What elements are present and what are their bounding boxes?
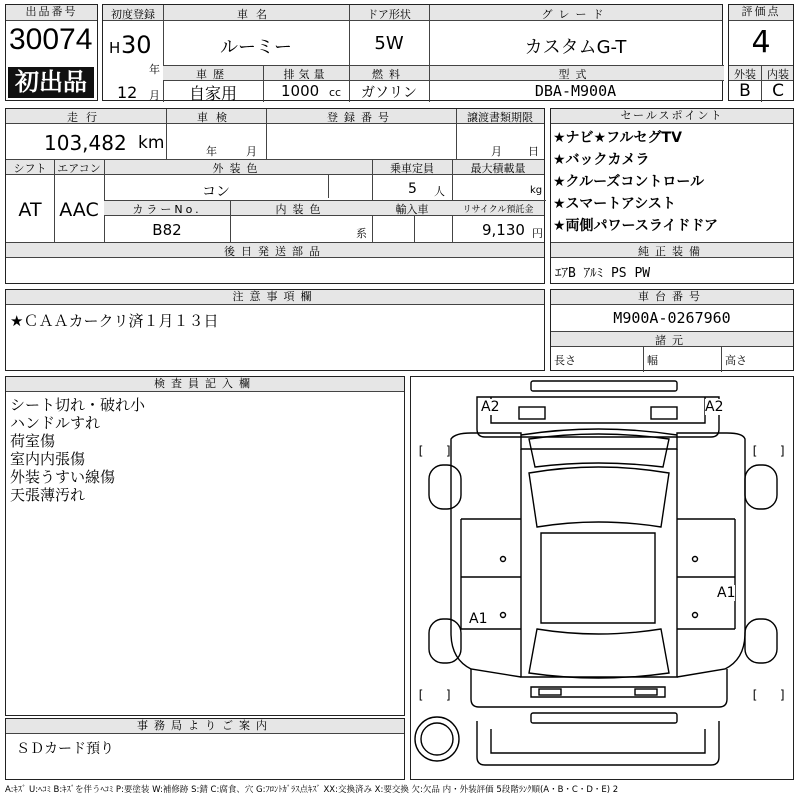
door-type: 5W — [374, 33, 404, 54]
car-diagram — [411, 377, 793, 779]
max-load-label: 最大積載量 — [470, 162, 526, 175]
history: 自家用 — [188, 84, 237, 103]
sales-point-item: ★スマートアシスト — [553, 196, 676, 212]
ext-color: コン — [202, 184, 230, 200]
km-unit: km — [138, 133, 165, 153]
grade: カスタムG-T — [524, 37, 627, 58]
door-label: ドア形状 — [367, 8, 411, 21]
color-no-label: カラーNo. — [132, 203, 202, 216]
width-label: 幅 — [647, 354, 658, 367]
reg-no-label: 登録番号 — [327, 111, 395, 124]
first-listing-badge: 初出品 — [8, 67, 94, 98]
interior-grade: C — [772, 81, 784, 101]
notes-label: 注意事項欄 — [6, 290, 544, 305]
fuel: ガソリン — [361, 85, 417, 101]
height-label: 高さ — [725, 354, 747, 367]
details-box — [5, 108, 545, 284]
sales-points-box — [550, 108, 794, 284]
office-text: ＳＤカード預り — [16, 741, 114, 757]
svg-text:]: ] — [779, 444, 787, 458]
inspection-month-unit: 月 — [246, 145, 257, 158]
inspection-label: 車検 — [197, 111, 235, 124]
score-label: 評価点 — [729, 5, 793, 21]
recycle-fee: 9,130 — [482, 221, 525, 239]
vehicle-info-box — [102, 4, 723, 101]
equipment-label: 純正装備 — [551, 243, 793, 258]
score-box — [728, 4, 794, 101]
lot-number: 30074 — [9, 23, 93, 56]
notes-text: ★ＣＡＡカークリ済１月１３日 — [10, 312, 219, 330]
damage-mark: A2 — [705, 399, 724, 415]
lot-box — [5, 4, 98, 101]
later-parts-label: 後日発送部品 — [224, 245, 326, 258]
sales-point-item: ★両側パワースライドドア — [553, 218, 719, 234]
chassis-box — [550, 289, 794, 371]
damage-mark: A1 — [717, 585, 736, 601]
cc-unit: cc — [329, 86, 342, 99]
year-unit: 年 — [149, 63, 160, 76]
svg-text:]: ] — [779, 688, 787, 702]
length-label: 長さ — [554, 354, 576, 367]
exterior-grade: B — [739, 81, 751, 101]
kg-unit: kg — [530, 185, 543, 196]
inspector-line: 天張薄汚れ — [10, 486, 86, 504]
transfer-day-unit: 日 — [528, 145, 539, 158]
inspector-line: 荷室傷 — [10, 432, 56, 450]
lot-label: 出品番号 — [6, 5, 97, 21]
car-diagram-box — [410, 376, 794, 780]
damage-legend: A:ｷｽﾞ U:ﾍｺﾐ B:ｷｽﾞを伴うﾍｺﾐ P:要塗装 W:補修跡 S:錆 C:腐食、穴 G:ﾌﾛﾝﾄｶﾞﾗｽ点ｷｽﾞ XX:交換済み X:要交換 欠:欠品 内・外装評価 5段階ﾗﾝｸ順(A・B・C・D・E) 2 — [5, 785, 619, 795]
displacement-label: 排気量 — [283, 68, 329, 81]
exterior-label: 外装 — [734, 68, 756, 81]
inspector-line: ハンドルすれ — [10, 414, 101, 432]
office-label: 事務局よりご案内 — [6, 719, 404, 734]
grade-label: グレード — [541, 8, 610, 21]
sales-point-item: ★ナビ★フルセグTV — [553, 130, 682, 146]
svg-text:[: [ — [417, 444, 425, 458]
sales-point-item: ★バックカメラ — [553, 152, 650, 168]
damage-mark: A2 — [481, 399, 500, 415]
svg-text:]: ] — [445, 444, 453, 458]
model-label: 型式 — [558, 68, 593, 81]
transfer-month-unit: 月 — [491, 145, 502, 158]
svg-text:[: [ — [417, 688, 425, 702]
notes-box — [5, 289, 545, 371]
shift: AT — [18, 199, 42, 221]
equipment-value: ｴｱB ｱﾙﾐ PS PW — [555, 266, 651, 281]
car-name-label: 車名 — [237, 8, 275, 21]
persons-unit: 人 — [434, 185, 445, 198]
interior-label: 内装 — [767, 68, 789, 81]
transfer-label: 譲渡書類期限 — [467, 111, 533, 124]
svg-text:[: [ — [751, 444, 759, 458]
car-name: ルーミー — [220, 37, 292, 58]
era: H — [109, 39, 121, 57]
first-reg-year: 30 — [121, 31, 152, 59]
recycle-label: リサイクル預託金 — [462, 205, 534, 215]
inspector-line: シート切れ・破れ小 — [10, 396, 146, 414]
mileage: 103,482 — [44, 131, 127, 155]
ac: AAC — [59, 199, 99, 221]
yen-unit: 円 — [532, 227, 543, 240]
mileage-label: 走行 — [67, 111, 105, 124]
office-box — [5, 718, 405, 780]
inspector-box — [5, 376, 405, 716]
svg-text:]: ] — [445, 688, 453, 702]
capacity-label: 乗車定員 — [390, 162, 434, 175]
sales-points-label: セールスポイント — [551, 109, 793, 124]
inspector-label: 検査員記入欄 — [6, 377, 404, 392]
inspector-line: 室内内張傷 — [10, 450, 86, 468]
import-label: 輸入車 — [395, 203, 429, 216]
fuel-label: 燃料 — [372, 68, 406, 81]
color-no: B82 — [152, 221, 182, 239]
model-code: DBA-M900A — [534, 82, 617, 100]
chassis-number: M900A-0267960 — [613, 309, 731, 327]
history-label: 車歴 — [196, 68, 230, 81]
shift-label: シフト — [13, 162, 47, 175]
int-color-unit: 系 — [356, 227, 367, 240]
ac-label: エアコン — [57, 162, 101, 175]
inspector-line: 外装うすい線傷 — [10, 468, 116, 486]
sales-point-item: ★クルーズコントロール — [553, 174, 705, 190]
score: 4 — [751, 25, 771, 60]
damage-mark: A1 — [469, 611, 488, 627]
first-reg-month: 12 — [117, 83, 138, 102]
capacity: 5 — [408, 181, 417, 197]
displacement: 1000 — [281, 82, 320, 100]
chassis-label: 車台番号 — [551, 290, 793, 305]
inspection-year-unit: 年 — [206, 145, 217, 158]
svg-text:[: [ — [751, 688, 759, 702]
specs-label: 諸元 — [551, 332, 793, 347]
first-reg-label: 初度登録 — [111, 8, 155, 21]
ext-color-label: 外装色 — [212, 162, 264, 175]
int-color-label: 内装色 — [275, 203, 327, 216]
month-unit: 月 — [149, 89, 160, 102]
